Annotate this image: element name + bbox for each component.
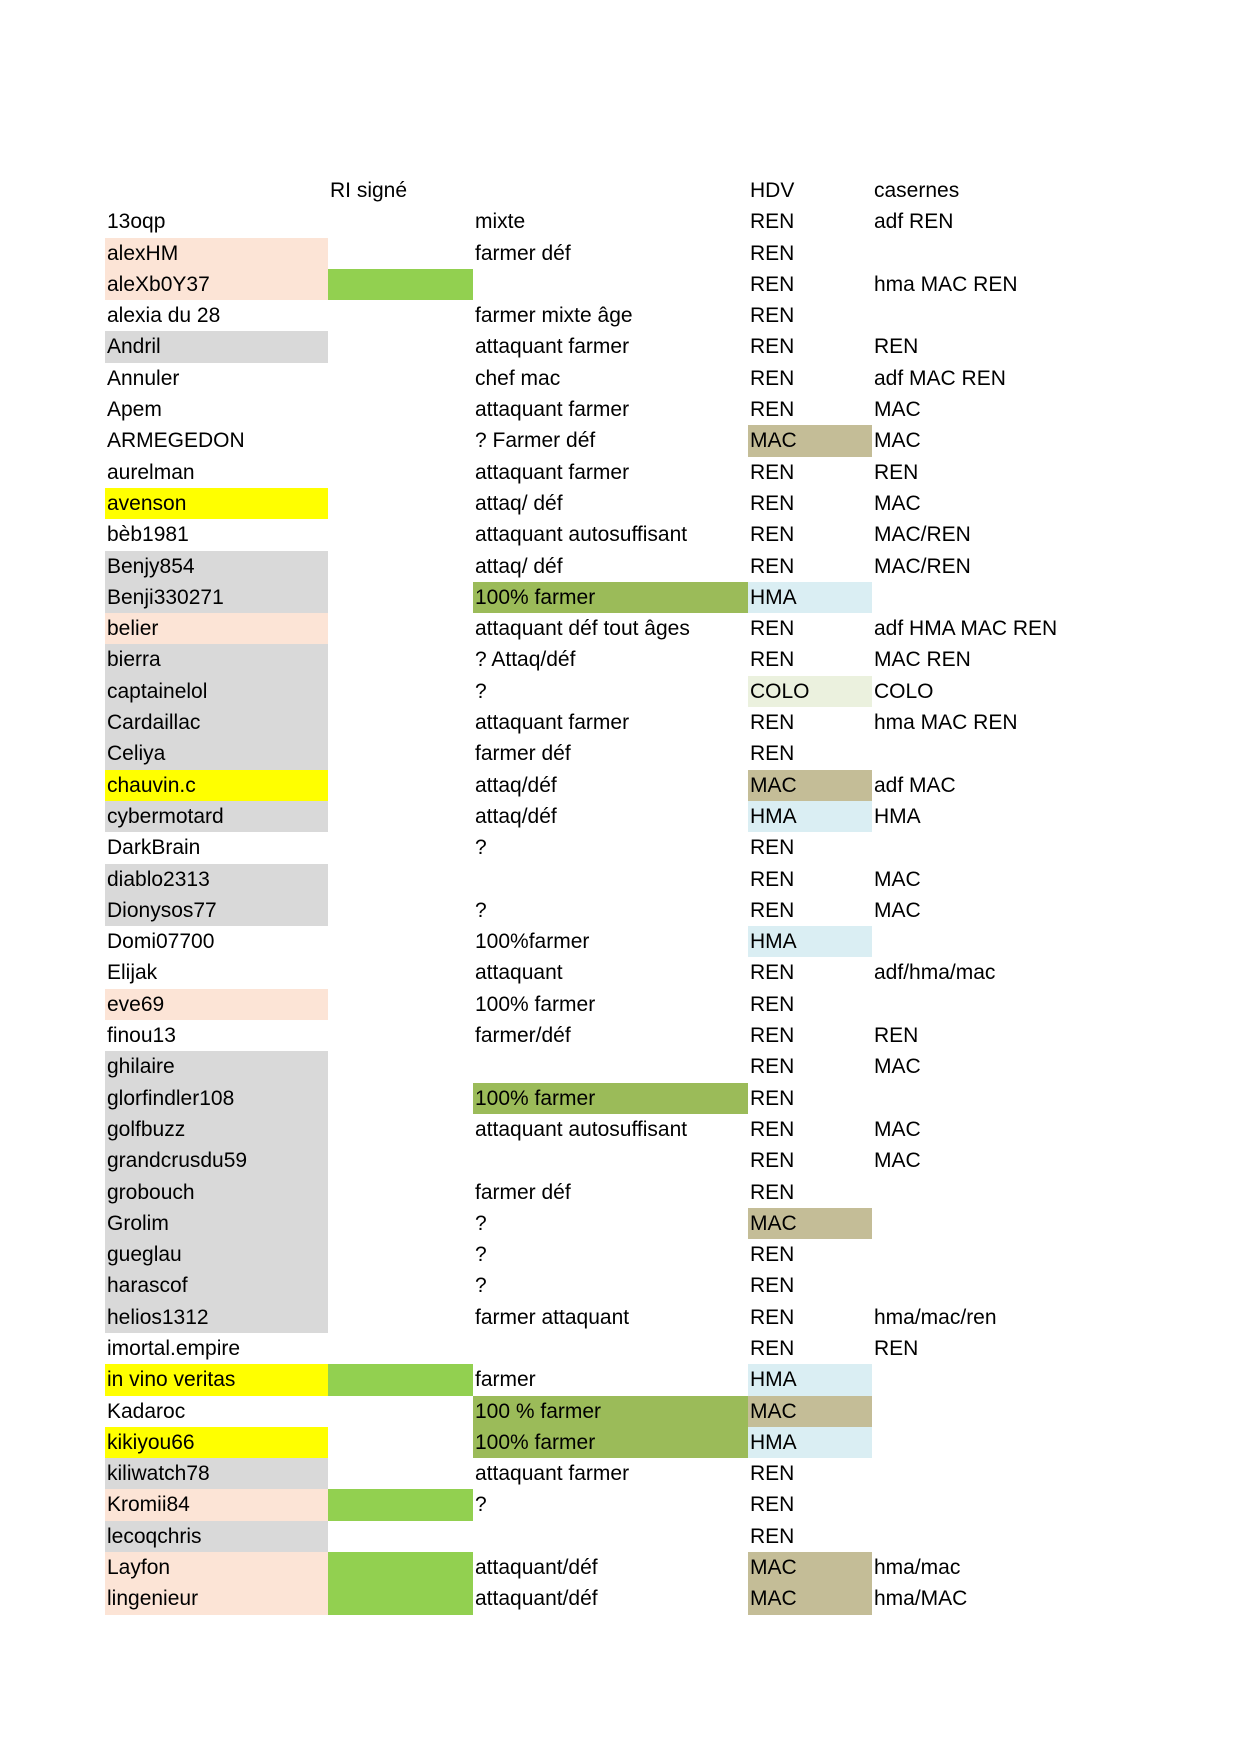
cell-hdv: REN	[750, 523, 795, 547]
cell-casernes: adf/hma/mac	[874, 961, 996, 985]
cell-ri-signe	[328, 1552, 473, 1583]
cell-name: bèb1981	[107, 523, 189, 547]
cell-role: ?	[475, 1211, 487, 1235]
cell-hdv: MAC	[748, 1583, 872, 1614]
cell-role: ?	[475, 898, 487, 922]
cell-hdv: HMA	[748, 1427, 872, 1458]
cell-ri-signe	[328, 1083, 473, 1114]
cell-hdv: REN	[750, 1274, 795, 1298]
cell-ri-signe	[328, 926, 473, 957]
cell-hdv: REN	[750, 1243, 795, 1267]
cell-casernes: REN	[874, 1024, 919, 1048]
cell-name: Elijak	[107, 961, 158, 985]
cell-name: kikiyou66	[105, 1427, 328, 1458]
cell-role	[473, 1051, 748, 1082]
cell-ri-signe	[328, 551, 473, 582]
cell-role: farmer déf	[475, 742, 571, 766]
cell-name: captainelol	[105, 676, 328, 707]
cell-casernes: REN	[874, 1336, 919, 1360]
cell-hdv: REN	[750, 1305, 795, 1329]
cell-hdv: HMA	[748, 1364, 872, 1395]
cell-name: ghilaire	[105, 1051, 328, 1082]
cell-role: chef mac	[475, 366, 561, 390]
cell-hdv: COLO	[748, 676, 872, 707]
cell-casernes	[872, 1521, 1122, 1552]
cell-hdv: REN	[750, 304, 795, 328]
cell-ri-signe	[328, 1020, 473, 1051]
cell-casernes	[872, 1239, 1122, 1270]
cell-name: in vino veritas	[105, 1364, 328, 1395]
cell-name: lingenieur	[105, 1583, 328, 1614]
cell-casernes: MAC REN	[874, 648, 971, 672]
cell-role: 100% farmer	[473, 1083, 748, 1114]
cell-name: bierra	[105, 644, 328, 675]
cell-name: kiliwatch78	[105, 1458, 328, 1489]
cell-role: attaq/déf	[475, 804, 557, 828]
header-role	[473, 175, 748, 206]
cell-role: attaquant autosuffisant	[475, 523, 688, 547]
cell-role: ? Farmer déf	[475, 429, 596, 453]
cell-casernes: MAC/REN	[874, 554, 971, 578]
cell-role: 100% farmer	[473, 1427, 748, 1458]
cell-ri-signe	[328, 1427, 473, 1458]
cell-role	[473, 1521, 748, 1552]
cell-casernes: MAC	[874, 1117, 921, 1141]
header-casernes: casernes	[874, 179, 960, 202]
cell-hdv: REN	[750, 272, 795, 296]
cell-role: attaquant farmer	[475, 335, 630, 359]
cell-role: ?	[475, 1493, 487, 1517]
cell-hdv: HMA	[748, 582, 872, 613]
cell-name: Benji330271	[105, 582, 328, 613]
cell-ri-signe	[328, 1114, 473, 1145]
cell-name: alexHM	[105, 238, 328, 269]
cell-hdv: REN	[750, 398, 795, 422]
cell-hdv: REN	[750, 836, 795, 860]
cell-role: attaq/déf	[475, 773, 557, 797]
cell-hdv: REN	[750, 335, 795, 359]
cell-hdv: REN	[750, 1055, 795, 1079]
cell-hdv: REN	[750, 648, 795, 672]
cell-casernes: HMA	[874, 804, 921, 828]
cell-name: ARMEGEDON	[107, 429, 245, 453]
cell-role: ? Attaq/déf	[475, 648, 576, 672]
cell-ri-signe	[328, 1396, 473, 1427]
cell-casernes	[872, 1208, 1122, 1239]
cell-casernes: hma/MAC	[874, 1587, 968, 1611]
cell-casernes: REN	[874, 460, 919, 484]
cell-role: farmer déf	[475, 241, 571, 265]
cell-casernes	[872, 738, 1122, 769]
cell-name: lecoqchris	[105, 1521, 328, 1552]
cell-role: attaquant autosuffisant	[475, 1117, 688, 1141]
cell-name: chauvin.c	[105, 770, 328, 801]
cell-ri-signe	[328, 394, 473, 425]
cell-name: aurelman	[107, 460, 195, 484]
cell-ri-signe	[328, 1458, 473, 1489]
cell-name: golfbuzz	[105, 1114, 328, 1145]
cell-hdv: REN	[750, 241, 795, 265]
header-name	[105, 175, 328, 206]
cell-name: gueglau	[105, 1239, 328, 1270]
cell-casernes	[872, 1364, 1122, 1395]
cell-ri-signe	[328, 488, 473, 519]
cell-ri-signe	[328, 1333, 473, 1364]
cell-hdv: REN	[750, 961, 795, 985]
cell-casernes: hma/mac/ren	[874, 1305, 997, 1329]
cell-ri-signe	[328, 1521, 473, 1552]
cell-name: Dionysos77	[105, 895, 328, 926]
cell-hdv: REN	[750, 867, 795, 891]
cell-hdv: REN	[750, 1086, 795, 1110]
cell-casernes	[872, 238, 1122, 269]
cell-role: attaquant/déf	[475, 1556, 598, 1580]
cell-hdv: REN	[750, 992, 795, 1016]
cell-casernes: MAC	[874, 867, 921, 891]
header-hdv: HDV	[750, 179, 795, 202]
cell-hdv: REN	[750, 1524, 795, 1548]
cell-name: Kadaroc	[107, 1399, 186, 1423]
cell-casernes	[872, 989, 1122, 1020]
cell-casernes	[872, 1177, 1122, 1208]
cell-ri-signe	[328, 206, 473, 237]
cell-ri-signe	[328, 519, 473, 550]
cell-hdv: REN	[750, 1493, 795, 1517]
cell-name: Benjy854	[105, 551, 328, 582]
cell-hdv: REN	[750, 1336, 795, 1360]
cell-ri-signe	[328, 363, 473, 394]
cell-role: attaq/ déf	[475, 491, 563, 515]
cell-name: aleXb0Y37	[105, 269, 328, 300]
cell-hdv: HMA	[748, 926, 872, 957]
cell-hdv: MAC	[748, 1396, 872, 1427]
cell-ri-signe	[328, 269, 473, 300]
cell-casernes	[872, 1396, 1122, 1427]
cell-ri-signe	[328, 738, 473, 769]
cell-casernes: MAC	[874, 491, 921, 515]
cell-casernes: hma MAC REN	[874, 711, 1018, 735]
cell-ri-signe	[328, 1208, 473, 1239]
cell-ri-signe	[328, 1177, 473, 1208]
cell-ri-signe	[328, 331, 473, 362]
cell-hdv: REN	[750, 1180, 795, 1204]
cell-role	[473, 269, 748, 300]
cell-hdv: MAC	[748, 1208, 872, 1239]
cell-ri-signe	[328, 895, 473, 926]
cell-hdv: MAC	[748, 425, 872, 456]
cell-hdv: REN	[750, 898, 795, 922]
cell-casernes	[872, 1489, 1122, 1520]
cell-ri-signe	[328, 1051, 473, 1082]
cell-casernes: MAC	[874, 1055, 921, 1079]
cell-ri-signe	[328, 613, 473, 644]
cell-casernes	[872, 1458, 1122, 1489]
cell-casernes: adf MAC	[874, 773, 956, 797]
cell-ri-signe	[328, 1489, 473, 1520]
cell-name: 13oqp	[107, 210, 166, 234]
cell-name: DarkBrain	[107, 836, 201, 860]
cell-role: attaquant farmer	[475, 460, 630, 484]
cell-hdv: REN	[750, 366, 795, 390]
cell-casernes: adf MAC REN	[874, 366, 1006, 390]
cell-hdv: REN	[750, 1462, 795, 1486]
cell-casernes	[872, 1270, 1122, 1301]
cell-casernes: REN	[874, 335, 919, 359]
cell-role: attaquant farmer	[475, 398, 630, 422]
cell-role: mixte	[475, 210, 526, 234]
cell-hdv: REN	[750, 491, 795, 515]
cell-ri-signe	[328, 801, 473, 832]
cell-role: farmer	[475, 1368, 536, 1392]
cell-role: 100% farmer	[475, 992, 596, 1016]
cell-name: alexia du 28	[107, 304, 221, 328]
cell-role: attaquant déf tout âges	[475, 617, 690, 641]
cell-ri-signe	[328, 300, 473, 331]
cell-name: Kromii84	[105, 1489, 328, 1520]
cell-casernes	[872, 1427, 1122, 1458]
cell-name: Domi07700	[107, 930, 215, 954]
cell-ri-signe	[328, 644, 473, 675]
cell-casernes: MAC	[874, 398, 921, 422]
cell-casernes: COLO	[874, 679, 934, 703]
cell-hdv: REN	[750, 210, 795, 234]
cell-ri-signe	[328, 957, 473, 988]
cell-casernes: MAC/REN	[874, 523, 971, 547]
cell-role: farmer/déf	[475, 1024, 571, 1048]
cell-role: attaq/ déf	[475, 554, 563, 578]
cell-role: attaquant farmer	[475, 1462, 630, 1486]
cell-ri-signe	[328, 457, 473, 488]
cell-ri-signe	[328, 676, 473, 707]
cell-name: helios1312	[105, 1302, 328, 1333]
cell-name: Grolim	[105, 1208, 328, 1239]
cell-hdv: REN	[750, 711, 795, 735]
cell-role	[473, 1145, 748, 1176]
cell-hdv: MAC	[748, 1552, 872, 1583]
cell-name: belier	[105, 613, 328, 644]
cell-name: diablo2313	[105, 864, 328, 895]
cell-role: 100 % farmer	[473, 1396, 748, 1427]
cell-role: 100% farmer	[473, 582, 748, 613]
cell-ri-signe	[328, 238, 473, 269]
cell-hdv: HMA	[748, 801, 872, 832]
cell-ri-signe	[328, 1145, 473, 1176]
cell-ri-signe	[328, 770, 473, 801]
cell-role: ?	[475, 1243, 487, 1267]
cell-casernes	[872, 926, 1122, 957]
cell-casernes	[872, 300, 1122, 331]
cell-role: attaquant	[475, 961, 563, 985]
cell-casernes	[872, 1083, 1122, 1114]
cell-name: glorfindler108	[105, 1083, 328, 1114]
cell-name: avenson	[105, 488, 328, 519]
cell-role: farmer déf	[475, 1180, 571, 1204]
cell-casernes	[872, 582, 1122, 613]
cell-hdv: REN	[750, 1024, 795, 1048]
cell-name: Layfon	[105, 1552, 328, 1583]
cell-ri-signe	[328, 989, 473, 1020]
cell-hdv: REN	[750, 617, 795, 641]
cell-ri-signe	[328, 832, 473, 863]
cell-ri-signe	[328, 1270, 473, 1301]
cell-ri-signe	[328, 1302, 473, 1333]
cell-casernes: adf REN	[874, 210, 954, 234]
cell-casernes: MAC	[874, 1149, 921, 1173]
cell-name: Andril	[105, 331, 328, 362]
cell-name: Celiya	[105, 738, 328, 769]
cell-casernes: MAC	[874, 898, 921, 922]
cell-ri-signe	[328, 1364, 473, 1395]
cell-ri-signe	[328, 864, 473, 895]
cell-name: grobouch	[105, 1177, 328, 1208]
cell-ri-signe	[328, 425, 473, 456]
cell-casernes	[872, 832, 1122, 863]
cell-hdv: REN	[750, 1117, 795, 1141]
cell-hdv: REN	[750, 1149, 795, 1173]
cell-ri-signe	[328, 582, 473, 613]
cell-casernes: adf HMA MAC REN	[874, 617, 1058, 641]
cell-role: ?	[475, 679, 487, 703]
cell-role: farmer mixte âge	[475, 304, 633, 328]
cell-ri-signe	[328, 707, 473, 738]
cell-role: ?	[475, 836, 487, 860]
cell-role: attaquant/déf	[475, 1587, 598, 1611]
cell-name: eve69	[105, 989, 328, 1020]
cell-name: Apem	[107, 398, 162, 422]
cell-name: Annuler	[107, 366, 180, 390]
cell-role: ?	[475, 1274, 487, 1298]
cell-ri-signe	[328, 1239, 473, 1270]
cell-hdv: REN	[750, 742, 795, 766]
cell-name: finou13	[107, 1024, 176, 1048]
cell-hdv: REN	[750, 460, 795, 484]
cell-ri-signe	[328, 1583, 473, 1614]
cell-hdv: REN	[750, 554, 795, 578]
cell-role	[473, 1333, 748, 1364]
cell-name: Cardaillac	[105, 707, 328, 738]
cell-role	[473, 864, 748, 895]
cell-name: imortal.empire	[107, 1336, 241, 1360]
cell-name: cybermotard	[105, 801, 328, 832]
cell-name: harascof	[105, 1270, 328, 1301]
cell-casernes: MAC	[874, 429, 921, 453]
cell-casernes: hma/mac	[874, 1556, 961, 1580]
cell-hdv: MAC	[748, 770, 872, 801]
cell-role: 100%farmer	[475, 930, 590, 954]
cell-name: grandcrusdu59	[105, 1145, 328, 1176]
cell-role: farmer attaquant	[475, 1305, 630, 1329]
header-ri-signe: RI signé	[330, 179, 408, 202]
cell-casernes: hma MAC REN	[874, 272, 1018, 296]
cell-role: attaquant farmer	[475, 711, 630, 735]
